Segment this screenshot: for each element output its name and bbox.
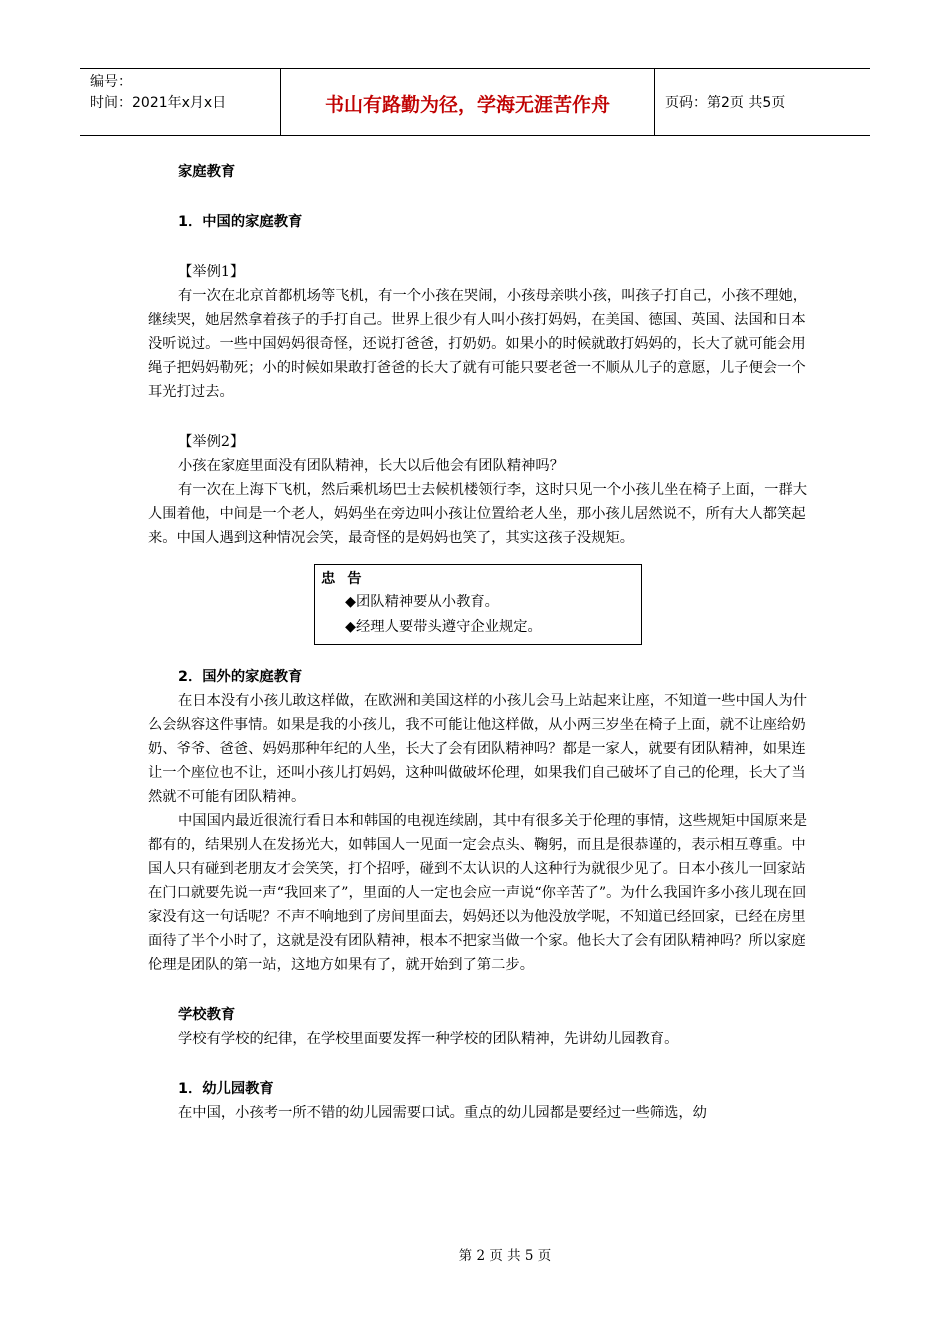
advice-title: 忠告	[321, 571, 374, 587]
subheading-foreign-family: 2．国外的家庭教育	[178, 669, 303, 685]
example-2-label: 【举例2】	[178, 434, 245, 450]
header-page-info: 页码：第2页 共5页	[665, 95, 786, 111]
advice-item: ◆团队精神要从小教育。	[345, 594, 499, 610]
kindergarten-paragraph: 在中国，小孩考一所不错的幼儿园需要口试。重点的幼儿园都是要经过一些筛选，幼	[178, 1105, 707, 1121]
subheading-china-family: 1．中国的家庭教育	[178, 214, 303, 230]
school-paragraph: 学校有学校的纪律，在学校里面要发挥一种学校的团队精神，先讲幼儿园教育。	[178, 1031, 679, 1047]
example-1-text: 有一次在北京首都机场等飞机，有一个小孩在哭闹，小孩母亲哄小孩，叫孩子打自己，小孩不理她，继续哭，她居然拿着孩子的手打自己。世界上很少有人叫小孩打妈妈，在美国、德国、英国、法国和日本没听说过。一些中国妈妈很奇怪，还说打爸爸，打奶奶。如果小的时候就敢打妈妈的，长大了就可能会用绳子把妈妈勒死；小的时候如果敢打爸爸的长大了就有可能只要老爸一不顺从儿子的意愿，儿子便会一个耳光打过去。	[148, 288, 808, 400]
number-label: 编号：	[90, 74, 132, 90]
document-body	[148, 160, 808, 1125]
foreign-paragraph-1: 在日本没有小孩儿敢这样做，在欧洲和美国这样的小孩儿会马上站起来让座，不知道一些中国人为什么会纵容这件事情。如果是我的小孩儿，我不可能让他这样做，从小两三岁坐在椅子上面，就不让座给奶奶、爷爷、爸爸、妈妈那种年纪的人坐，长大了会有团队精神吗？都是一家人，就要有团队精神，如果连让一个座位也不让，还叫小孩儿打妈妈，这种叫做破坏伦理，如果我们自己破坏了自己的伦理，长大了当然就不可能有团队精神。	[148, 693, 808, 805]
header-meta	[80, 69, 281, 135]
section-heading-family: 家庭教育	[178, 164, 236, 180]
time-label: 时间：2021年x月x日	[90, 95, 227, 111]
example-2-question: 小孩在家庭里面没有团队精神，长大以后他会有团队精神吗？	[178, 458, 565, 474]
advice-item: ◆经理人要带头遵守企业规定。	[345, 619, 542, 635]
page-footer: 第 2 页 共 5 页	[458, 1248, 552, 1264]
subheading-kindergarten: 1．幼儿园教育	[178, 1081, 274, 1097]
foreign-paragraph-2: 中国国内最近很流行看日本和韩国的电视连续剧，其中有很多关于伦理的事情，这些规矩中国原来是都有的，结果别人在发扬光大，如韩国人一见面一定会点头、鞠躬，而且是很恭谨的，表示相互尊重。中国人只有碰到老朋友才会笑笑，打个招呼，碰到不太认识的人这种行为就很少见了。日本小孩儿一回家站在门口就要先说一声“我回来了”，里面的人一定也会应一声说“你辛苦了”。为什么我国许多小孩儿现在回家没有这一句话呢？不声不响地到了房间里面去，妈妈还以为他没放学呢，不知道已经回家，已经在房里面待了半个小时了，这就是没有团队精神，根本不把家当做一个家。他长大了会有团队精神吗？所以家庭伦理是团队的第一站，这地方如果有了，就开始到了第二步。	[148, 813, 808, 973]
section-heading-school: 学校教育	[178, 1007, 236, 1023]
advice-box	[314, 564, 642, 645]
header-motto: 书山有路勤为径，学海无涯苦作舟	[281, 69, 655, 135]
example-2-text: 有一次在上海下飞机，然后乘机场巴士去候机楼领行李，这时只见一个小孩儿坐在椅子上面，一群大人围着他，中间是一个老人，妈妈坐在旁边叫小孩让位置给老人坐，那小孩儿居然说不，所有大人都笑起来。中国人遇到这种情况会笑，最奇怪的是妈妈也笑了，其实这孩子没规矩。	[148, 482, 808, 546]
page-header	[80, 68, 870, 136]
example-1-label: 【举例1】	[178, 264, 245, 280]
